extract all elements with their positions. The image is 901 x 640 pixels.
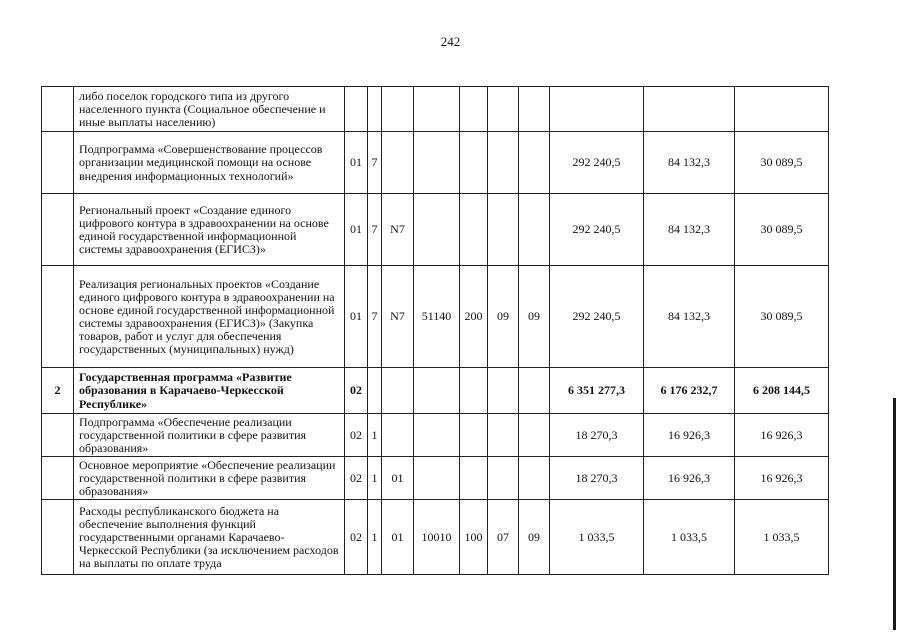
code-cell-6	[488, 457, 519, 500]
amount-cell-3: 16 926,3	[735, 414, 829, 457]
code-cell-7: 09	[519, 500, 550, 575]
code-cell-4	[414, 87, 460, 132]
code-cell-5: 200	[460, 266, 488, 368]
code-cell-5	[460, 368, 488, 414]
code-cell-7	[519, 368, 550, 414]
amount-cell-2: 16 926,3	[644, 457, 735, 500]
code-cell-7	[519, 194, 550, 266]
row-number-cell	[42, 194, 74, 266]
row-number-cell	[42, 266, 74, 368]
code-cell-2: 7	[368, 266, 382, 368]
code-cell-1: 02	[345, 500, 368, 575]
table-row	[42, 194, 829, 266]
code-cell-5	[460, 414, 488, 457]
amount-cell-1: 292 240,5	[550, 266, 644, 368]
amount-cell-1: 18 270,3	[550, 414, 644, 457]
code-cell-1: 01	[345, 266, 368, 368]
code-cell-2	[368, 368, 382, 414]
amount-cell-2: 84 132,3	[644, 194, 735, 266]
code-cell-2	[368, 87, 382, 132]
amount-cell-1: 6 351 277,3	[550, 368, 644, 414]
code-cell-3	[382, 414, 414, 457]
code-cell-2: 7	[368, 194, 382, 266]
code-cell-3: 01	[382, 457, 414, 500]
item-name-cell: Основное мероприятие «Обеспечение реализации государственной политики в сфере развития образования»	[74, 457, 345, 500]
row-number-cell: 2	[42, 368, 74, 414]
amount-cell-3: 16 926,3	[735, 457, 829, 500]
code-cell-6	[488, 87, 519, 132]
code-cell-7	[519, 132, 550, 194]
code-cell-1: 01	[345, 194, 368, 266]
row-number-cell	[42, 414, 74, 457]
amount-cell-3: 30 089,5	[735, 132, 829, 194]
amount-cell-1: 1 033,5	[550, 500, 644, 575]
code-cell-6	[488, 368, 519, 414]
code-cell-3	[382, 368, 414, 414]
item-name-cell: Подпрограмма «Обеспечение реализации государственной политики в сфере развития образования»	[74, 414, 345, 457]
table-row	[42, 500, 829, 575]
code-cell-5	[460, 87, 488, 132]
table-row	[42, 87, 829, 132]
amount-cell-3: 30 089,5	[735, 266, 829, 368]
code-cell-4	[414, 132, 460, 194]
amount-cell-3: 1 033,5	[735, 500, 829, 575]
amount-cell-2: 84 132,3	[644, 132, 735, 194]
amount-cell-1: 292 240,5	[550, 194, 644, 266]
table-row	[42, 414, 829, 457]
item-name-cell: либо поселок городского типа из другого населенного пункта (Социальное обеспечение и иные выплаты населению)	[74, 87, 345, 132]
code-cell-2: 1	[368, 457, 382, 500]
code-cell-7	[519, 457, 550, 500]
table-row	[42, 132, 829, 194]
code-cell-7	[519, 87, 550, 132]
code-cell-4	[414, 457, 460, 500]
item-name-cell: Расходы республиканского бюджета на обеспечение выполнения функций государственными органами Карачаево-Черкесской Республики (за исключением расходов на выплаты по оплате труда	[74, 500, 345, 575]
row-number-cell	[42, 87, 74, 132]
item-name-cell: Реализация региональных проектов «Создание единого цифрового контура в здравоохранении на основе единой государственной информационной системы здравоохранения (ЕГИСЗ)» (Закупка товаров, работ и услуг для обеспечения государственных (муниципальных) нужд)	[74, 266, 345, 368]
code-cell-4: 51140	[414, 266, 460, 368]
code-cell-4	[414, 414, 460, 457]
code-cell-6	[488, 414, 519, 457]
code-cell-5	[460, 457, 488, 500]
code-cell-7: 09	[519, 266, 550, 368]
code-cell-5	[460, 194, 488, 266]
item-name-cell: Региональный проект «Создание единого цифрового контура в здравоохранении на основе единой государственной информационной системы здравоохранения (ЕГИСЗ)»	[74, 194, 345, 266]
budget-table	[41, 86, 829, 575]
code-cell-6	[488, 194, 519, 266]
amount-cell-3: 30 089,5	[735, 194, 829, 266]
amount-cell-2	[644, 87, 735, 132]
table-row	[42, 266, 829, 368]
code-cell-3: N7	[382, 194, 414, 266]
code-cell-3	[382, 132, 414, 194]
code-cell-4: 10010	[414, 500, 460, 575]
amount-cell-3	[735, 87, 829, 132]
code-cell-2: 1	[368, 414, 382, 457]
code-cell-1: 02	[345, 414, 368, 457]
amount-cell-1: 292 240,5	[550, 132, 644, 194]
code-cell-1: 01	[345, 132, 368, 194]
code-cell-2: 1	[368, 500, 382, 575]
code-cell-4	[414, 368, 460, 414]
row-number-cell	[42, 500, 74, 575]
amount-cell-2: 84 132,3	[644, 266, 735, 368]
scan-edge-mark	[893, 398, 896, 630]
code-cell-1	[345, 87, 368, 132]
page-number: 242	[440, 34, 461, 49]
code-cell-3: 01	[382, 500, 414, 575]
code-cell-6: 09	[488, 266, 519, 368]
code-cell-6	[488, 132, 519, 194]
code-cell-1: 02	[345, 368, 368, 414]
code-cell-1: 02	[345, 457, 368, 500]
code-cell-5	[460, 132, 488, 194]
code-cell-3	[382, 87, 414, 132]
amount-cell-1	[550, 87, 644, 132]
code-cell-3: N7	[382, 266, 414, 368]
code-cell-7	[519, 414, 550, 457]
item-name-cell: Государственная программа «Развитие образования в Карачаево-Черкесской Республике»	[74, 368, 345, 414]
amount-cell-2: 1 033,5	[644, 500, 735, 575]
code-cell-5: 100	[460, 500, 488, 575]
amount-cell-2: 6 176 232,7	[644, 368, 735, 414]
amount-cell-3: 6 208 144,5	[735, 368, 829, 414]
row-number-cell	[42, 132, 74, 194]
amount-cell-1: 18 270,3	[550, 457, 644, 500]
amount-cell-2: 16 926,3	[644, 414, 735, 457]
code-cell-6: 07	[488, 500, 519, 575]
row-number-cell	[42, 457, 74, 500]
table-row	[42, 368, 829, 414]
code-cell-2: 7	[368, 132, 382, 194]
code-cell-4	[414, 194, 460, 266]
table-row	[42, 457, 829, 500]
item-name-cell: Подпрограмма «Совершенствование процессов организации медицинской помощи на основе внедрения информационных технологий»	[74, 132, 345, 194]
